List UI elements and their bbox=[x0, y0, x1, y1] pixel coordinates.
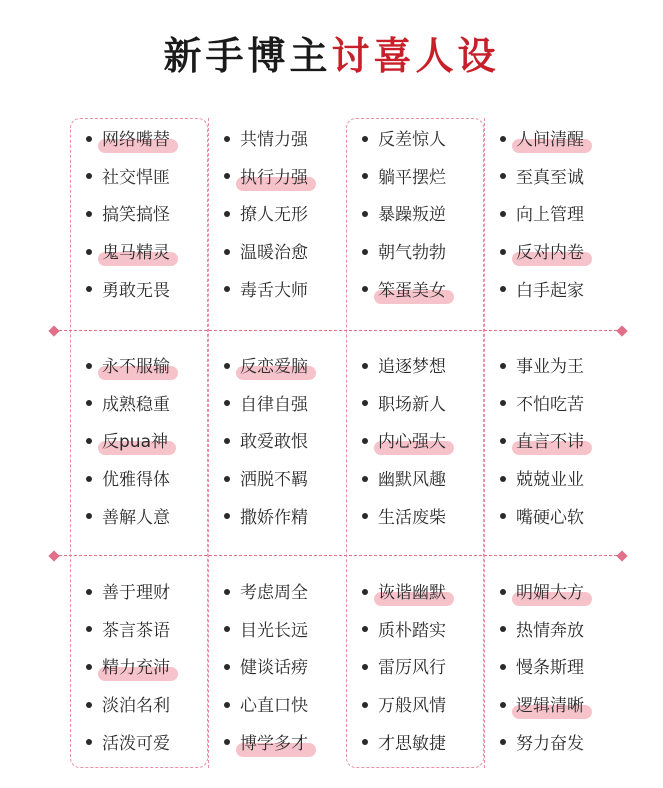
bullet-icon bbox=[224, 476, 230, 482]
persona-item bbox=[362, 235, 502, 273]
row-divider bbox=[54, 555, 622, 556]
bullet-icon bbox=[362, 173, 368, 179]
persona-item bbox=[86, 462, 226, 500]
divider-endpoint-icon bbox=[48, 325, 59, 336]
persona-item bbox=[224, 462, 364, 500]
bullet-icon bbox=[86, 400, 92, 406]
persona-label-highlighted: 内心强大 bbox=[378, 424, 446, 462]
persona-item bbox=[362, 273, 502, 311]
persona-label: 不怕吃苦 bbox=[516, 394, 584, 415]
persona-item bbox=[500, 197, 640, 235]
bullet-icon bbox=[500, 211, 506, 217]
persona-label: 躺平摆烂 bbox=[378, 167, 446, 188]
persona-item bbox=[362, 726, 502, 764]
persona-item bbox=[500, 122, 640, 160]
bullet-icon bbox=[500, 363, 506, 369]
persona-cell bbox=[224, 349, 364, 537]
bullet-icon bbox=[86, 513, 92, 519]
persona-label-highlighted: 反对内卷 bbox=[516, 235, 584, 273]
persona-item bbox=[224, 235, 364, 273]
bullet-icon bbox=[224, 173, 230, 179]
persona-label: 善解人意 bbox=[102, 507, 170, 528]
bullet-icon bbox=[86, 136, 92, 142]
bullet-icon bbox=[86, 589, 92, 595]
persona-item bbox=[224, 500, 364, 538]
bullet-icon bbox=[86, 286, 92, 292]
persona-item bbox=[86, 726, 226, 764]
bullet-icon bbox=[224, 438, 230, 444]
persona-label: 生活废柴 bbox=[378, 507, 446, 528]
persona-label: 淡泊名利 bbox=[102, 696, 170, 717]
bullet-icon bbox=[500, 626, 506, 632]
persona-label-highlighted: 反恋爱脑 bbox=[240, 349, 308, 387]
persona-item bbox=[86, 273, 226, 311]
persona-item bbox=[224, 273, 364, 311]
persona-cell bbox=[362, 122, 502, 310]
bullet-icon bbox=[500, 173, 506, 179]
persona-label: 白手起家 bbox=[516, 280, 584, 301]
persona-label: 追逐梦想 bbox=[378, 357, 446, 377]
persona-item bbox=[500, 424, 640, 462]
bullet-icon bbox=[362, 136, 368, 142]
persona-label: 兢兢业业 bbox=[516, 470, 584, 491]
persona-label: 温暖治愈 bbox=[240, 243, 308, 264]
persona-label: 幽默风趣 bbox=[378, 470, 446, 491]
bullet-icon bbox=[362, 702, 368, 708]
divider-endpoint-icon bbox=[616, 550, 627, 561]
persona-cell bbox=[362, 575, 502, 763]
persona-label-highlighted: 人间清醒 bbox=[516, 122, 584, 160]
persona-label: 毒舌大师 bbox=[240, 280, 308, 301]
persona-label-highlighted: 诙谐幽默 bbox=[378, 575, 446, 613]
bullet-icon bbox=[362, 513, 368, 519]
persona-label: 反差惊人 bbox=[378, 130, 446, 150]
persona-item bbox=[86, 349, 226, 387]
persona-label: 搞笑搞怪 bbox=[102, 205, 170, 226]
persona-cell bbox=[500, 575, 640, 763]
persona-cell bbox=[224, 122, 364, 310]
persona-cell bbox=[86, 122, 226, 310]
bullet-icon bbox=[224, 664, 230, 670]
persona-item bbox=[224, 122, 364, 160]
persona-label: 暴躁叛逆 bbox=[378, 205, 446, 226]
persona-label: 优雅得体 bbox=[102, 470, 170, 491]
persona-item bbox=[86, 387, 226, 425]
persona-item bbox=[86, 235, 226, 273]
bullet-icon bbox=[500, 249, 506, 255]
persona-label-highlighted: 反pua神 bbox=[102, 424, 168, 462]
bullet-icon bbox=[362, 626, 368, 632]
persona-label: 热情奔放 bbox=[516, 620, 584, 641]
bullet-icon bbox=[224, 702, 230, 708]
persona-item bbox=[86, 122, 226, 160]
persona-item bbox=[86, 650, 226, 688]
persona-item bbox=[362, 197, 502, 235]
divider-endpoint-icon bbox=[616, 325, 627, 336]
bullet-icon bbox=[224, 136, 230, 142]
persona-item bbox=[500, 160, 640, 198]
bullet-icon bbox=[362, 400, 368, 406]
persona-label: 撒娇作精 bbox=[240, 507, 308, 528]
persona-item bbox=[500, 575, 640, 613]
persona-item bbox=[86, 575, 226, 613]
persona-item bbox=[500, 462, 640, 500]
persona-item bbox=[500, 613, 640, 651]
persona-item bbox=[362, 122, 502, 160]
persona-label: 活泼可爱 bbox=[102, 733, 170, 754]
persona-label: 敢爱敢恨 bbox=[240, 432, 308, 453]
persona-item bbox=[86, 424, 226, 462]
persona-item bbox=[500, 273, 640, 311]
bullet-icon bbox=[224, 211, 230, 217]
bullet-icon bbox=[224, 739, 230, 745]
persona-item bbox=[362, 500, 502, 538]
bullet-icon bbox=[224, 286, 230, 292]
bullet-icon bbox=[86, 249, 92, 255]
persona-cell bbox=[224, 575, 364, 763]
bullet-icon bbox=[224, 626, 230, 632]
persona-label-highlighted: 网络嘴替 bbox=[102, 122, 170, 160]
persona-label: 向上管理 bbox=[516, 205, 584, 226]
persona-item bbox=[362, 160, 502, 198]
bullet-icon bbox=[500, 513, 506, 519]
bullet-icon bbox=[362, 249, 368, 255]
persona-item bbox=[224, 726, 364, 764]
persona-item bbox=[86, 197, 226, 235]
persona-label: 成熟稳重 bbox=[102, 394, 170, 415]
persona-item bbox=[224, 575, 364, 613]
title-part-1: 新手博主 bbox=[163, 34, 332, 78]
bullet-icon bbox=[500, 739, 506, 745]
bullet-icon bbox=[86, 438, 92, 444]
persona-item bbox=[500, 387, 640, 425]
persona-label: 心直口快 bbox=[240, 696, 308, 717]
persona-item bbox=[362, 462, 502, 500]
persona-label: 健谈话痨 bbox=[240, 658, 308, 679]
bullet-icon bbox=[224, 249, 230, 255]
persona-item bbox=[86, 613, 226, 651]
bullet-icon bbox=[500, 476, 506, 482]
persona-item bbox=[224, 197, 364, 235]
persona-cell bbox=[86, 349, 226, 537]
persona-cell bbox=[500, 349, 640, 537]
persona-item bbox=[362, 424, 502, 462]
bullet-icon bbox=[224, 589, 230, 595]
persona-item bbox=[362, 613, 502, 651]
persona-item bbox=[500, 235, 640, 273]
persona-label-highlighted: 直言不讳 bbox=[516, 424, 584, 462]
persona-label: 职场新人 bbox=[378, 394, 446, 415]
persona-item bbox=[224, 688, 364, 726]
persona-item bbox=[224, 387, 364, 425]
persona-cell bbox=[362, 349, 502, 537]
row-divider bbox=[54, 330, 622, 331]
bullet-icon bbox=[362, 363, 368, 369]
bullet-icon bbox=[86, 739, 92, 745]
persona-label: 质朴踏实 bbox=[378, 620, 446, 641]
bullet-icon bbox=[362, 476, 368, 482]
persona-item bbox=[500, 349, 640, 387]
persona-label: 考虑周全 bbox=[240, 583, 308, 603]
persona-label: 雷厉风行 bbox=[378, 658, 446, 679]
bullet-icon bbox=[362, 286, 368, 292]
persona-item bbox=[500, 688, 640, 726]
bullet-icon bbox=[86, 702, 92, 708]
persona-item bbox=[224, 650, 364, 688]
title-part-2: 讨喜人设 bbox=[331, 34, 500, 78]
persona-label: 至真至诚 bbox=[516, 167, 584, 188]
persona-item bbox=[362, 650, 502, 688]
persona-label: 朝气勃勃 bbox=[378, 243, 446, 264]
bullet-icon bbox=[362, 211, 368, 217]
persona-item bbox=[224, 424, 364, 462]
persona-label: 目光长远 bbox=[240, 620, 308, 641]
persona-label: 撩人无形 bbox=[240, 205, 308, 226]
persona-label: 茶言茶语 bbox=[102, 620, 170, 641]
persona-item bbox=[86, 688, 226, 726]
bullet-icon bbox=[362, 739, 368, 745]
persona-item bbox=[362, 387, 502, 425]
persona-label: 自律自强 bbox=[240, 394, 308, 415]
bullet-icon bbox=[500, 136, 506, 142]
bullet-icon bbox=[86, 664, 92, 670]
persona-label-highlighted: 精力充沛 bbox=[102, 650, 170, 688]
persona-label: 万般风情 bbox=[378, 696, 446, 717]
bullet-icon bbox=[362, 589, 368, 595]
persona-label: 勇敢无畏 bbox=[102, 280, 170, 301]
persona-item bbox=[362, 688, 502, 726]
bullet-icon bbox=[86, 476, 92, 482]
bullet-icon bbox=[500, 664, 506, 670]
persona-label: 慢条斯理 bbox=[516, 658, 584, 679]
persona-label-highlighted: 执行力强 bbox=[240, 160, 308, 198]
persona-label: 善于理财 bbox=[102, 583, 170, 603]
bullet-icon bbox=[86, 173, 92, 179]
bullet-icon bbox=[224, 363, 230, 369]
persona-label-highlighted: 逻辑清晰 bbox=[516, 688, 584, 726]
persona-item bbox=[500, 500, 640, 538]
persona-item bbox=[362, 575, 502, 613]
persona-label: 才思敏捷 bbox=[378, 733, 446, 754]
persona-item bbox=[362, 349, 502, 387]
bullet-icon bbox=[224, 400, 230, 406]
persona-item bbox=[224, 160, 364, 198]
bullet-icon bbox=[500, 438, 506, 444]
persona-label: 洒脱不羁 bbox=[240, 470, 308, 491]
persona-label: 社交悍匪 bbox=[102, 167, 170, 188]
bullet-icon bbox=[500, 702, 506, 708]
persona-cell bbox=[500, 122, 640, 310]
persona-item bbox=[500, 726, 640, 764]
bullet-icon bbox=[362, 438, 368, 444]
bullet-icon bbox=[362, 664, 368, 670]
persona-label: 共情力强 bbox=[240, 130, 308, 150]
persona-label-highlighted: 鬼马精灵 bbox=[102, 235, 170, 273]
persona-label: 努力奋发 bbox=[516, 733, 584, 754]
persona-cell bbox=[86, 575, 226, 763]
divider-endpoint-icon bbox=[48, 550, 59, 561]
persona-label: 事业为王 bbox=[516, 357, 584, 377]
persona-item bbox=[224, 349, 364, 387]
bullet-icon bbox=[86, 626, 92, 632]
persona-label: 嘴硬心软 bbox=[516, 507, 584, 528]
persona-item bbox=[500, 650, 640, 688]
persona-label-highlighted: 笨蛋美女 bbox=[378, 273, 446, 311]
persona-label-highlighted: 博学多才 bbox=[240, 726, 308, 764]
persona-item bbox=[224, 613, 364, 651]
persona-item bbox=[86, 500, 226, 538]
bullet-icon bbox=[500, 286, 506, 292]
persona-item bbox=[86, 160, 226, 198]
persona-label-highlighted: 永不服输 bbox=[102, 349, 170, 387]
bullet-icon bbox=[500, 400, 506, 406]
bullet-icon bbox=[500, 589, 506, 595]
bullet-icon bbox=[86, 211, 92, 217]
persona-label-highlighted: 明媚大方 bbox=[516, 575, 584, 613]
bullet-icon bbox=[86, 363, 92, 369]
bullet-icon bbox=[224, 513, 230, 519]
